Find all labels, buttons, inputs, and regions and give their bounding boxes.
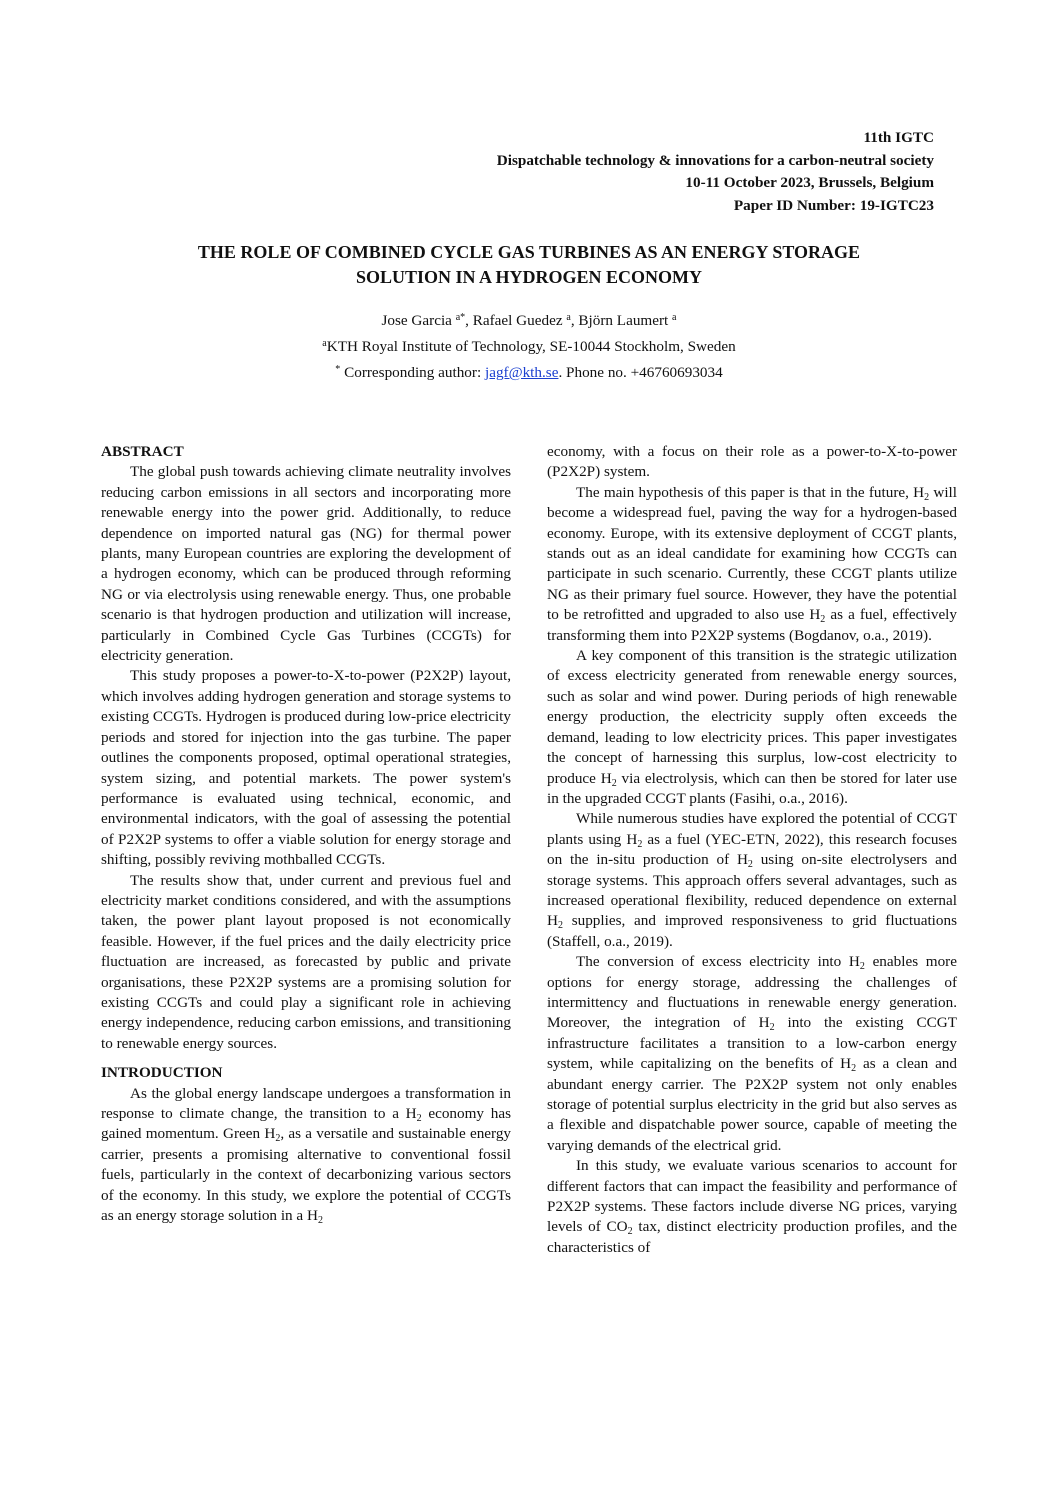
- corresponding-label: Corresponding author:: [344, 364, 485, 381]
- text-run: , as a versatile and sustainable energy carrier, presents a promising alternative to conventional fossil fuels, particularly in the context of decarbonizing various sectors of the economy. In this study, we explore the potential of CCGTs as an energy storage solution in a H: [101, 1125, 512, 1225]
- affiliation-text: KTH Royal Institute of Technology, SE-10044 Stockholm, Sweden: [326, 338, 736, 355]
- introduction-heading: INTRODUCTION: [101, 1064, 223, 1082]
- title-line-2: SOLUTION IN A HYDROGEN ECONOMY: [355, 267, 703, 287]
- title-line-1: THE ROLE OF COMBINED CYCLE GAS TURBINES AS AN ENERGY STORAGE: [197, 242, 861, 262]
- author-name: Rafael Guedez: [472, 312, 563, 329]
- left-column: [101, 442, 511, 1226]
- text-run: as a clean and abundant energy carrier. The P2X2P system not only enables storage of potential surplus electricity in the grid but also serves as a flexible and dispatchable power source, capable of meeting the varying demands of the electrical grid.: [547, 1055, 957, 1154]
- phone-text: . Phone no. +46760693034: [558, 364, 723, 381]
- text-run: A key component of this transition is the strategic utilization of excess electricity generated from renewable energy sources, such as solar and wind power. During periods of high renewable energy production, the electricity supply often exceeds the demand, leading to low electricity prices. This paper investigates the concept of harnessing this surplus, low-cost electricity to produce H: [547, 647, 957, 787]
- paper-id: Paper ID Number: 19-IGTC23: [733, 196, 934, 214]
- introduction-paragraph-continued: economy, with a focus on their role as a power-to-X-to-power (P2X2P) system.: [547, 443, 957, 481]
- subscript: 2: [627, 1226, 633, 1238]
- affiliation: [100, 334, 958, 360]
- subscript: 2: [557, 920, 563, 932]
- text-run: will become a widespread fuel, paving the way for a hydrogen-based economy. Europe, with its extensive deployment of CCGT plants, stands out as an ideal candidate for examining how CCGTs can participate in such scenario. Currently, these CCGT plants utilize NG as their primary fuel source. However, they have the potential to be retrofitted and upgraded to also use H: [547, 483, 957, 624]
- conference-header: [294, 127, 934, 217]
- corresponding-mark: *: [335, 364, 341, 375]
- introduction-paragraph: [547, 809, 957, 952]
- subscript: 2: [317, 1215, 323, 1227]
- subscript: 2: [747, 859, 753, 871]
- author-list: Jose Garcia $^{a*}$, Rafael Guedez $^a$, Björn Laumert $^a$: [381, 312, 677, 329]
- text-run: The main hypothesis of this paper is that in the future, H: [576, 483, 925, 501]
- subscript: 2: [416, 1113, 422, 1124]
- text-run: While numerous studies have explored the potential of CCGT plants using H: [547, 810, 957, 848]
- corresponding-author: [100, 360, 958, 386]
- text-run: enables more options for energy storage, addressing the challenges of intermittency and fluctuations in renewable energy generation. Moreover, the integration of H: [547, 953, 957, 1032]
- abstract-heading: ABSTRACT: [101, 443, 184, 460]
- author-affiliation-mark: a: [672, 312, 677, 323]
- author-affiliation-mark: a*: [455, 312, 466, 323]
- subscript: 2: [924, 491, 930, 503]
- conference-theme: Dispatchable technology & innovations for a carbon-neutral society: [496, 151, 934, 169]
- text-run: The conversion of excess electricity into H: [576, 953, 860, 971]
- subscript: 2: [859, 961, 865, 973]
- subscript: 2: [820, 614, 826, 626]
- text-run: via electrolysis, which can then be stored for later use in the upgraded CCGT plants (Fasihi, o.a., 2016).: [547, 769, 957, 807]
- affiliation-mark: a: [322, 338, 327, 349]
- introduction-paragraph: [547, 483, 957, 646]
- abstract-paragraph: This study proposes a power-to-X-to-power (P2X2P) layout, which involves adding hydrogen generation and storage systems to existing CCGTs. Hydrogen is produced during low-price electricity periods and stored for injection into the gas turbine. The paper outlines the components proposed, optimal operational strategies, system sizing, and potential markets. The power system's performance is evaluated using technical, economic, and environmental indicators, with the goal of assessing the potential of P2X2P systems to offer a viable solution for energy storage and shifting, possibly reviving mothballed CCGTs.: [101, 667, 511, 869]
- text-run: as a fuel (YEC-ETN, 2022), this research focuses on the in-situ production of H: [547, 830, 957, 869]
- abstract-paragraph: The results show that, under current and previous fuel and electricity market conditions considered, and with the assumptions taken, the power plant layout proposed is not economically feasible. However, if the fuel prices and the daily electricity price fluctuation are increased, as forecasted by public and private organisations, these P2X2P systems are a promising solution for existing CCGTs and could play a significant role in achieving energy independence, reducing carbon emissions, and transitioning to renewable energy sources.: [101, 871, 511, 1052]
- text-run: supplies, and improved responsiveness to grid fluctuations (Staffell, o.a., 2019).: [547, 912, 957, 950]
- author-name: Jose Garcia: [381, 312, 452, 329]
- text-run: using on-site electrolysers and storage systems. This approach offers several advantages, such as increased operational flexibility, reduced dependence on external H: [547, 851, 957, 930]
- paper-title: [100, 240, 958, 290]
- subscript: 2: [275, 1133, 281, 1145]
- email-link[interactable]: jagf@kth.se: [484, 364, 559, 381]
- text-run: as a fuel, effectively transforming them into P2X2P systems (Bogdanov, o.a., 2019).: [547, 606, 957, 644]
- text-run: tax, distinct electricity production profiles, and the characteristics of: [547, 1218, 957, 1256]
- subscript: 2: [611, 777, 617, 789]
- conference-name: 11th IGTC: [863, 129, 934, 146]
- text-run: into the existing CCGT infrastructure facilitates a transition to a low-carbon energy system, while capitalizing on the benefits of H: [547, 1014, 957, 1073]
- introduction-paragraph: [547, 952, 957, 1156]
- text-run: As the global energy landscape undergoes a transformation in response to climate change, the transition to a H: [101, 1084, 511, 1122]
- text-run: In this study, we evaluate various scenarios to account for different factors that can impact the feasibility and performance of P2X2P systems. These factors include diverse NG prices, varying levels of CO: [547, 1157, 957, 1236]
- subscript: 2: [769, 1022, 775, 1034]
- conference-date-location: 10-11 October 2023, Brussels, Belgium: [685, 174, 934, 192]
- author-block: [100, 308, 958, 386]
- right-column: [547, 442, 957, 1258]
- introduction-paragraph: [547, 646, 957, 809]
- author-affiliation-mark: a: [566, 312, 571, 323]
- author-name: Björn Laumert: [578, 312, 669, 329]
- abstract-paragraph: The global push towards achieving climate neutrality involves reducing carbon emissions in all sectors and incorporating more renewable energy into the power grid. Additionally, to reduce dependence on imported natural gas (NG) for thermal power plants, many European countries are exploring the development of a hydrogen economy, which can be produced through reforming NG or via electrolysis using renewable energy. Thus, one probable scenario is that hydrogen production and utilization will increase, particularly in Combined Cycle Gas Turbines (CCGTs) for electricity generation.: [101, 463, 511, 665]
- subscript: 2: [851, 1063, 857, 1075]
- introduction-paragraph: [101, 1084, 511, 1227]
- text-run: economy has gained momentum. Green H: [101, 1105, 511, 1143]
- subscript: 2: [637, 838, 643, 850]
- introduction-paragraph: [547, 1156, 957, 1258]
